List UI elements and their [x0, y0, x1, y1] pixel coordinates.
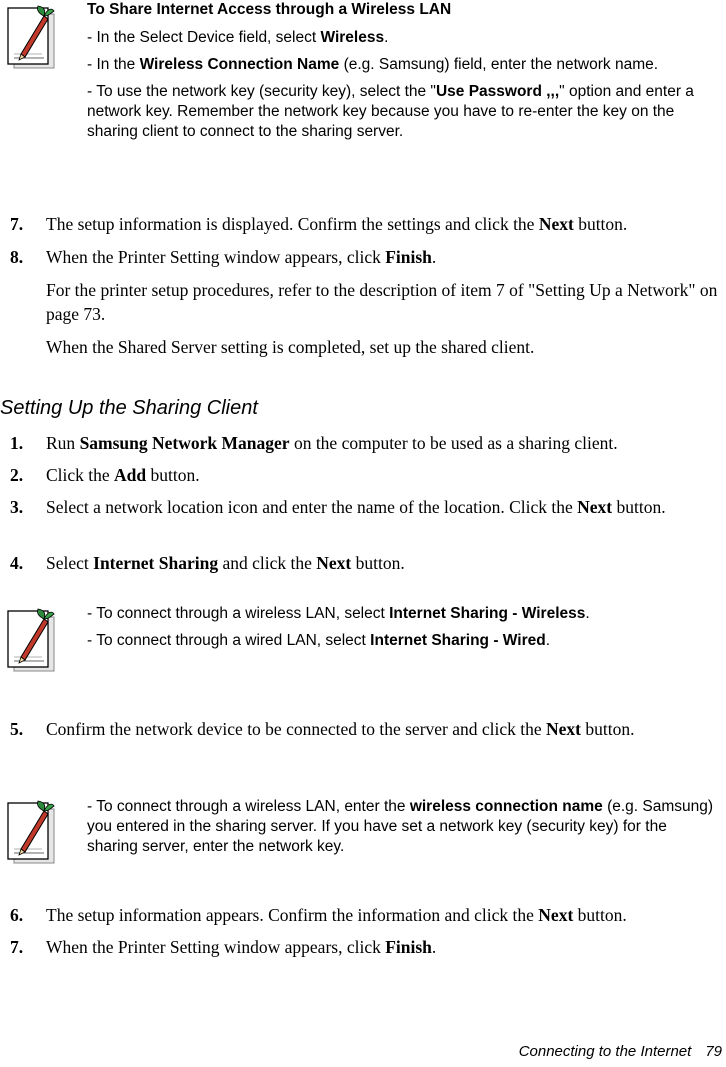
note-heading: To Share Internet Access through a Wireless LAN: [87, 1, 452, 18]
page-number: 79: [705, 1043, 722, 1060]
note-pencil-icon: [4, 605, 56, 675]
body-paragraph: For the printer setup procedures, refer to the description of item 7 of "Setting Up a Network" on page 73.: [46, 280, 718, 324]
section-title: Setting Up the Sharing Client: [0, 397, 258, 419]
body-paragraph: When the Shared Server setting is completed, set up the shared client.: [46, 337, 535, 357]
note-line: - To use the network key (security key), select the "Use Password ,,," option and enter a network key. Remember the network key because you have to re-enter the key on the sharing client to connect to the sharing server.: [87, 83, 694, 140]
note-line: - In the Wireless Connection Name (e.g. Samsung) field, enter the network name.: [87, 56, 659, 73]
note-pencil-icon: [4, 2, 56, 72]
page-footer: [519, 1043, 722, 1060]
note-line: - To connect through a wireless LAN, enter the wireless connection name (e.g. Samsung) you entered in the sharing server. If you have set a network key (security key) for the sharing server, enter the network key.: [87, 798, 714, 855]
note-line: - To connect through a wireless LAN, select Internet Sharing - Wireless.: [87, 605, 590, 622]
note-pencil-icon: [4, 797, 56, 867]
note-line: - In the Select Device field, select Wireless.: [87, 29, 389, 46]
note-line: - To connect through a wired LAN, select Internet Sharing - Wired.: [87, 632, 551, 649]
footer-chapter-title: Connecting to the Internet: [518, 1043, 692, 1060]
